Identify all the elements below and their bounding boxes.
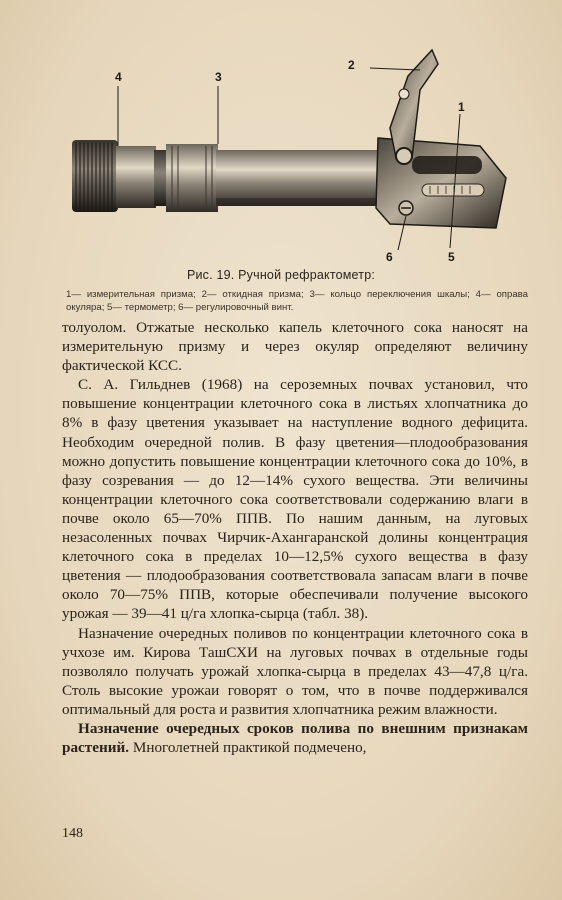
callout-3: 3 — [215, 70, 222, 84]
page-number: 148 — [62, 826, 83, 841]
figure-caption-title: Рис. 19. Ручной рефрактометр: — [186, 268, 376, 282]
paragraph-3: Назначение очередных поливов по концентрации клеточного сока в учхозе им. Кирова ТашСХИ на луговых почвах в отдельные годы позволяло получать урожай хлопка-сырца в пределах 43—47,8 ц/га. Столь высокие урожаи говорят о том, что в почве поддерживался оптимальный для роста и развития хлопчатника режим влажности. — [62, 624, 528, 718]
paragraph-1: толуолом. Отжатые несколько капель клеточного сока наносят на измерительную призму и через окуляр определяют величину фактической КСС. — [62, 319, 528, 375]
paragraph-4 — [62, 719, 528, 757]
callout-1: 1 — [458, 100, 465, 114]
paragraph-2: С. А. Гильднев (1968) на сероземных почвах установил, что повышение концентрации клеточного сока в листьях хлопчатника до 8% в фазу цветения указывает на наступление водного дефицита. Необходим очередной полив. В фазу цветения—плодообразования можно допустить повышение концентрации клеточного сока до 10%, в фазу созревания — до 12—14% сухого вещества. Эти величины концентрации клеточного сока соответствовали содержанию влаги в почве около 65—70% ППВ. По нашим данным, на луговых незасоленных почвах Чирчик-Ахангаранской долины концентрация клеточного сока в пределах 10—12,5% сухого вещества в фазу цветения — плодообразования соответствовала запасам влаги в почве около 70—75% ППВ, которые обеспечивали получение высокого урожая — 39—41 ц/га хлопка-сырца (табл. 38). — [62, 376, 528, 623]
section-heading: Назначение очередных сроков полива по внешним признакам растений. — [62, 719, 528, 757]
paragraph-4-text: Многолетней практикой подмечено, — [129, 739, 367, 757]
callout-5: 5 — [448, 250, 455, 264]
figure-caption-legend: 1— измерительная призма; 2— откидная призма; 3— кольцо переключения шкалы; 4— оправа окуляра; 5— термометр; 6— регулировочный винт. — [66, 289, 528, 313]
callout-2: 2 — [348, 58, 355, 72]
body-text — [62, 318, 528, 757]
callout-4: 4 — [115, 70, 122, 84]
callout-6: 6 — [386, 250, 393, 264]
refractometer-illustration — [60, 28, 520, 268]
